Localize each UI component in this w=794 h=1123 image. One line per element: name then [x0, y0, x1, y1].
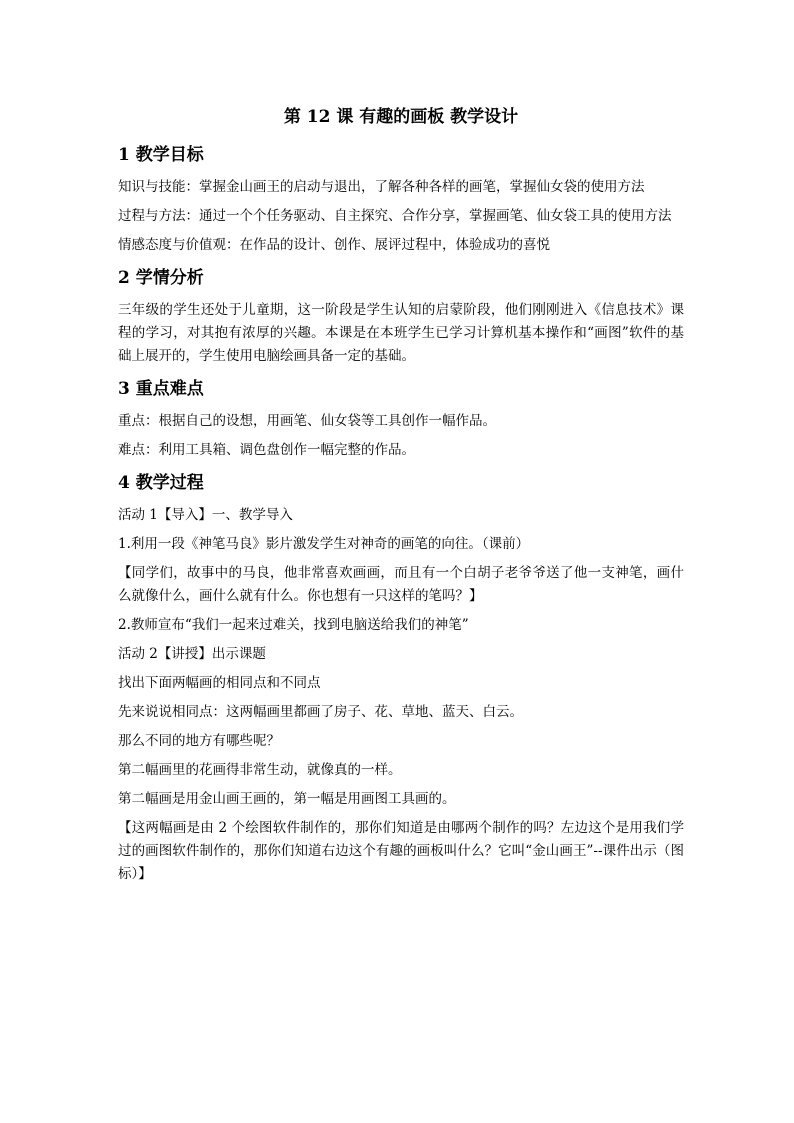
section-student-analysis [118, 265, 684, 368]
section-heading: 1 教学目标 [118, 145, 204, 165]
paragraph: 过程与方法：通过一个个任务驱动、自主探究、合作分享，掌握画笔、仙女袋工具的使用方法 [118, 208, 672, 224]
paragraph: 1.利用一段《神笔马良》影片激发学生对神奇的画笔的向往。（课前） [118, 536, 530, 552]
paragraph: 重点：根据自己的设想，用画笔、仙女袋等工具创作一幅作品。 [118, 413, 496, 429]
section-heading: 4 教学过程 [118, 473, 204, 493]
paragraph: 难点：利用工具箱、调色盘创作一幅完整的作品。 [118, 442, 415, 458]
paragraph: 第二幅画里的花画得非常生动，就像真的一样。 [118, 762, 402, 778]
section-objectives [118, 142, 684, 257]
paragraph: 【同学们，故事中的马良，他非常喜欢画画，而且有一个白胡子老爷爷送了他一支神笔，画什么就像什么，画什么就有什么。你也想有一只这样的笔吗？】 [118, 565, 684, 604]
paragraph: 第二幅画是用金山画王画的，第一幅是用画图工具画的。 [118, 791, 456, 807]
section-key-points [118, 376, 684, 462]
paragraph: 知识与技能：掌握金山画王的启动与退出，了解各种各样的画笔，掌握仙女袋的使用方法 [118, 179, 645, 195]
paragraph: 三年级的学生还处于儿童期，这一阶段是学生认知的启蒙阶段，他们刚刚进入《信息技术》课程的学习，对其抱有浓厚的兴趣。本课是在本班学生已学习计算机基本操作和“画图”软件的基础上展开的，学生使用电脑绘画具备一定的基础。 [118, 302, 684, 364]
paragraph: 情感态度与价值观：在作品的设计、创作、展评过程中，体验成功的喜悦 [118, 237, 550, 253]
section-heading: 2 学情分析 [118, 268, 204, 288]
section-teaching-process [118, 470, 684, 886]
paragraph: 2.教师宣布“我们一起来过难关，找到电脑送给我们的神笔” [118, 617, 469, 633]
paragraph: 那么不同的地方有哪些呢？ [118, 733, 280, 749]
document-title: 第 12 课 有趣的画板 教学设计 [283, 107, 519, 127]
paragraph: 活动 2【讲授】出示课题 [118, 646, 266, 662]
paragraph: 【这两幅画是由 2 个绘图软件制作的，那你们知道是由哪两个制作的吗？左边这个是用我们学过的画图软件制作的，那你们知道右边这个有趣的画板叫什么？它叫“金山画王”--课件出示（图标）】 [118, 820, 684, 882]
paragraph: 先来说说相同点：这两幅画里都画了房子、花、草地、蓝天、白云。 [118, 704, 523, 720]
paragraph: 找出下面两幅画的相同点和不同点 [118, 675, 321, 691]
document-page [118, 104, 684, 892]
section-heading: 3 重点难点 [118, 379, 204, 399]
paragraph: 活动 1【导入】一、教学导入 [118, 507, 293, 523]
